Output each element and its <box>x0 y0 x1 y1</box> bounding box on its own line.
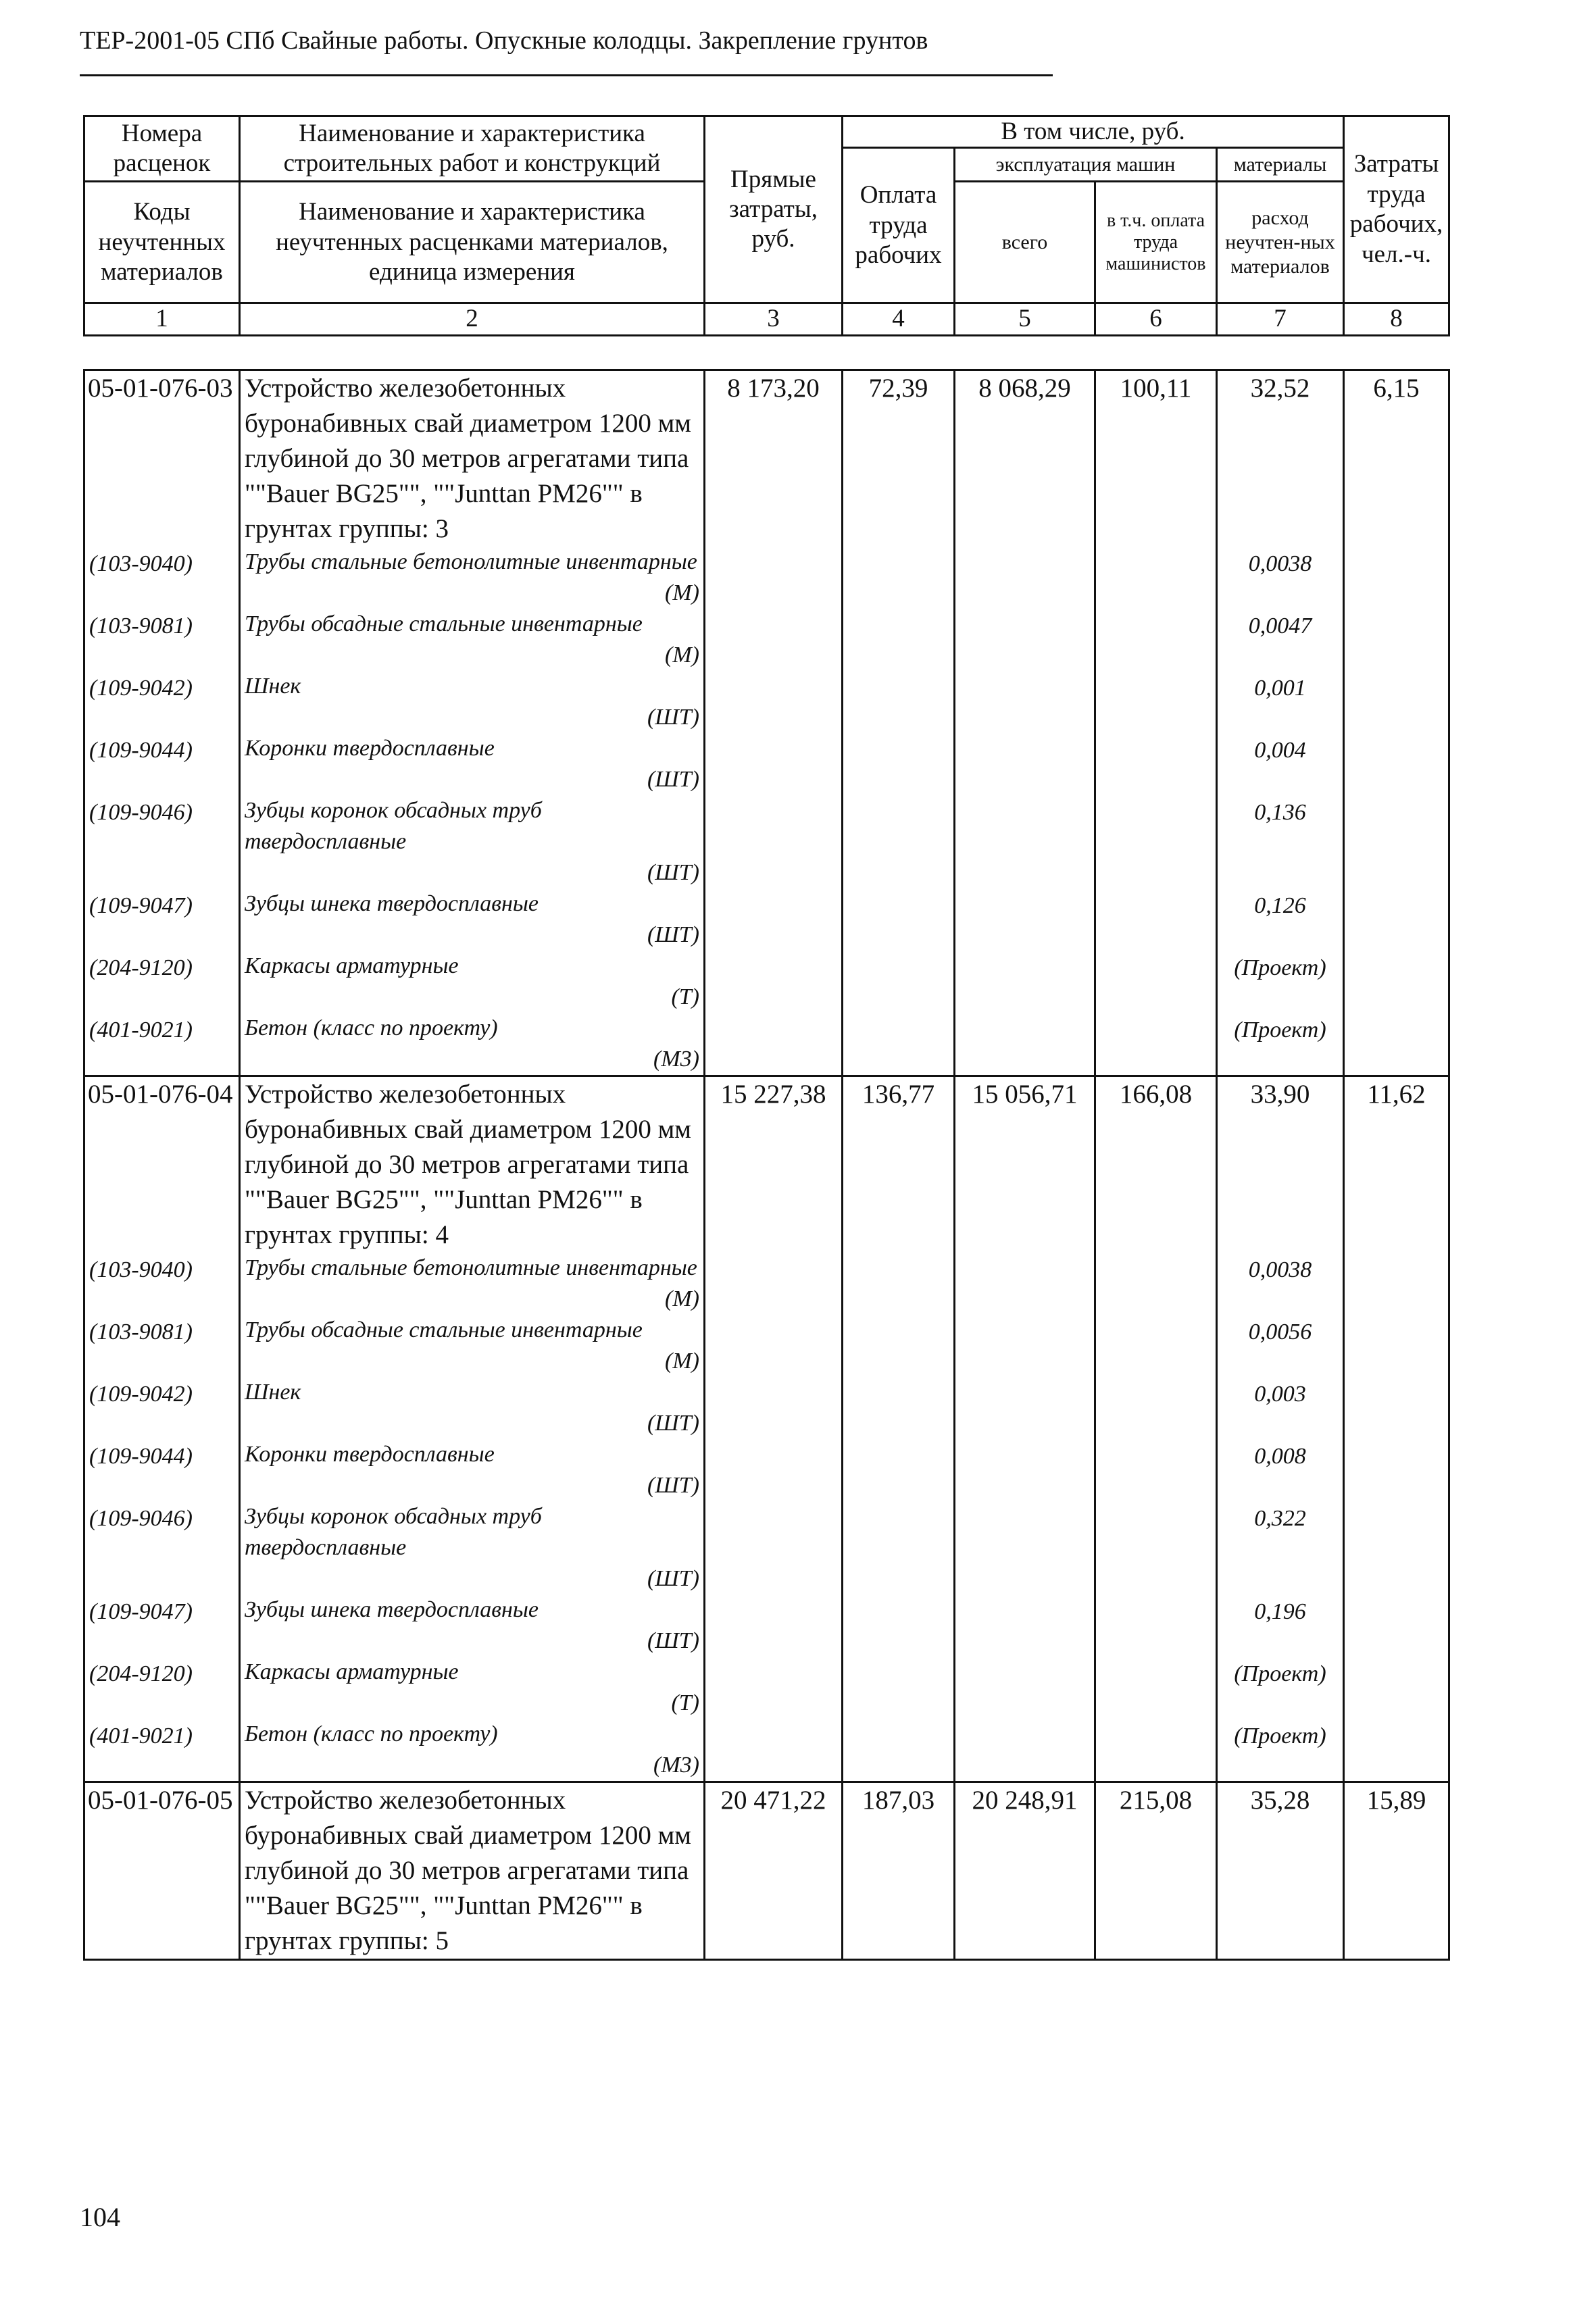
material-name: Трубы стальные бетонолитные инвентарные <box>245 1255 697 1280</box>
labor-cost: 136,77 <box>843 1076 955 1253</box>
material-row <box>84 1719 1449 1782</box>
empty-cell <box>1095 1315 1217 1377</box>
empty-cell <box>1344 1315 1449 1377</box>
material-quantity: 0,0038 <box>1217 1253 1344 1315</box>
material-unit: (М3) <box>653 1047 699 1072</box>
empty-cell <box>843 1315 955 1377</box>
empty-cell <box>955 1013 1095 1076</box>
empty-cell <box>1344 1594 1449 1657</box>
direct-cost: 15 227,38 <box>705 1076 843 1253</box>
material-name: Коронки твердосплавные <box>245 1442 495 1467</box>
machines-header: эксплуатация машин <box>955 148 1217 182</box>
col1-header-top: Номера расценок <box>84 116 240 182</box>
machinist-labor-cost: 215,08 <box>1095 1782 1217 1960</box>
empty-cell <box>955 1439 1095 1501</box>
material-unit: (ШТ) <box>647 1566 699 1591</box>
empty-cell <box>705 1013 843 1076</box>
rate-name: Устройство железобетонных буронабивных свай диаметром 1200 мм глубиной до 30 метров агрегатами типа ""Bauer BG25"", ""Junttan PM26"" в грунтах группы: 5 <box>240 1782 705 1960</box>
material-quantity: 0,003 <box>1217 1377 1344 1439</box>
col3-header: Прямые затраты, руб. <box>705 116 843 303</box>
material-cell <box>240 795 705 888</box>
empty-cell <box>1344 733 1449 795</box>
material-name: Бетон (класс по проекту) <box>245 1015 498 1040</box>
empty-cell <box>843 795 955 888</box>
col2-header-top: Наименование и характеристика строительных работ и конструкций <box>240 116 705 182</box>
material-cell <box>240 1253 705 1315</box>
material-code: (103-9081) <box>84 609 240 671</box>
empty-cell <box>1344 1013 1449 1076</box>
empty-cell <box>955 951 1095 1013</box>
material-name: Шнек <box>245 1380 301 1405</box>
empty-cell <box>843 1253 955 1315</box>
col6-header: в т.ч. оплата труда машинистов <box>1095 182 1217 303</box>
material-quantity: 0,136 <box>1217 795 1344 888</box>
empty-cell <box>1344 1253 1449 1315</box>
empty-cell <box>705 671 843 733</box>
col-number: 3 <box>705 303 843 335</box>
material-unit: (ШТ) <box>647 767 699 792</box>
empty-cell <box>1095 1719 1217 1782</box>
material-code: (204-9120) <box>84 1657 240 1719</box>
material-name: Зубцы шнека твердосплавные <box>245 891 539 916</box>
col-number: 5 <box>955 303 1095 335</box>
material-unit: (ШТ) <box>647 1473 699 1498</box>
material-code: (103-9040) <box>84 1253 240 1315</box>
empty-cell <box>843 1657 955 1719</box>
empty-cell <box>705 795 843 888</box>
material-name: Каркасы арматурные <box>245 953 459 978</box>
empty-cell <box>1095 951 1217 1013</box>
material-code: (109-9042) <box>84 1377 240 1439</box>
labor-hours: 11,62 <box>1344 1076 1449 1253</box>
empty-cell <box>705 609 843 671</box>
machine-cost: 20 248,91 <box>955 1782 1095 1960</box>
empty-cell <box>1344 547 1449 609</box>
material-row <box>84 1439 1449 1501</box>
col4-header: Оплата труда рабочих <box>843 148 955 303</box>
empty-cell <box>705 1439 843 1501</box>
empty-cell <box>705 1719 843 1782</box>
material-unit: (Т) <box>671 1690 699 1715</box>
material-code: (109-9047) <box>84 1594 240 1657</box>
material-name: Трубы стальные бетонолитные инвентарные <box>245 549 697 574</box>
material-row <box>84 1315 1449 1377</box>
material-row <box>84 1253 1449 1315</box>
material-code: (401-9021) <box>84 1013 240 1076</box>
material-quantity: 0,126 <box>1217 888 1344 951</box>
empty-cell <box>1344 1439 1449 1501</box>
material-cell <box>240 1594 705 1657</box>
col1-header-bottom: Коды неучтенных материалов <box>84 182 240 303</box>
col-number: 1 <box>84 303 240 335</box>
empty-cell <box>955 888 1095 951</box>
material-name: Каркасы арматурные <box>245 1659 459 1684</box>
rate-code: 05-01-076-04 <box>84 1076 240 1253</box>
material-row <box>84 951 1449 1013</box>
rate-row <box>84 1782 1449 1960</box>
material-unit: (ШТ) <box>647 705 699 730</box>
group-header: В том числе, руб. <box>843 116 1344 148</box>
empty-cell <box>843 1439 955 1501</box>
material-name: Зубцы коронок обсадных труб твердосплавные <box>245 798 542 854</box>
material-name: Бетон (класс по проекту) <box>245 1721 498 1746</box>
empty-cell <box>1344 1501 1449 1594</box>
material-name: Трубы обсадные стальные инвентарные <box>245 1317 643 1342</box>
material-cell <box>240 1439 705 1501</box>
material-row <box>84 733 1449 795</box>
direct-cost: 20 471,22 <box>705 1782 843 1960</box>
material-code: (109-9046) <box>84 795 240 888</box>
materials-cost: 32,52 <box>1217 370 1344 547</box>
direct-cost: 8 173,20 <box>705 370 843 547</box>
col-number: 6 <box>1095 303 1217 335</box>
material-name: Трубы обсадные стальные инвентарные <box>245 611 643 636</box>
materials-cost: 33,90 <box>1217 1076 1344 1253</box>
material-row <box>84 1013 1449 1076</box>
empty-cell <box>843 547 955 609</box>
material-quantity: 0,0047 <box>1217 609 1344 671</box>
material-code: (109-9044) <box>84 1439 240 1501</box>
col-number: 4 <box>843 303 955 335</box>
material-quantity: 0,001 <box>1217 671 1344 733</box>
empty-cell <box>1095 1594 1217 1657</box>
empty-cell <box>1344 888 1449 951</box>
empty-cell <box>843 1377 955 1439</box>
empty-cell <box>705 1377 843 1439</box>
empty-cell <box>705 547 843 609</box>
empty-cell <box>955 671 1095 733</box>
empty-cell <box>955 795 1095 888</box>
material-unit: (М) <box>665 580 699 605</box>
material-row <box>84 888 1449 951</box>
empty-cell <box>1095 1501 1217 1594</box>
empty-cell <box>843 888 955 951</box>
empty-cell <box>955 547 1095 609</box>
material-name: Зубцы шнека твердосплавные <box>245 1597 539 1622</box>
empty-cell <box>1344 671 1449 733</box>
labor-hours: 15,89 <box>1344 1782 1449 1960</box>
empty-cell <box>705 888 843 951</box>
rate-row <box>84 370 1449 547</box>
material-code: (109-9047) <box>84 888 240 951</box>
material-name: Шнек <box>245 674 301 699</box>
empty-cell <box>1344 1719 1449 1782</box>
col8-header: Затраты труда рабочих, чел.-ч. <box>1344 116 1449 303</box>
material-cell <box>240 733 705 795</box>
material-quantity: 0,008 <box>1217 1439 1344 1501</box>
empty-cell <box>955 1657 1095 1719</box>
empty-cell <box>1344 1377 1449 1439</box>
material-unit: (Т) <box>671 984 699 1009</box>
empty-cell <box>955 1377 1095 1439</box>
empty-cell <box>955 1253 1095 1315</box>
material-cell <box>240 1657 705 1719</box>
labor-cost: 187,03 <box>843 1782 955 1960</box>
material-code: (109-9042) <box>84 671 240 733</box>
empty-cell <box>1095 795 1217 888</box>
material-quantity: (Проект) <box>1217 951 1344 1013</box>
empty-cell <box>705 1657 843 1719</box>
labor-hours: 6,15 <box>1344 370 1449 547</box>
empty-cell <box>1095 1013 1217 1076</box>
empty-cell <box>955 733 1095 795</box>
col7-header: расход неучтен-ных материалов <box>1217 182 1344 303</box>
material-quantity: 0,322 <box>1217 1501 1344 1594</box>
material-quantity: 0,0038 <box>1217 547 1344 609</box>
material-name: Коронки твердосплавные <box>245 736 495 761</box>
material-code: (109-9046) <box>84 1501 240 1594</box>
material-quantity: 0,0056 <box>1217 1315 1344 1377</box>
material-cell <box>240 1315 705 1377</box>
empty-cell <box>1095 671 1217 733</box>
material-unit: (М) <box>665 1286 699 1311</box>
material-name: Зубцы коронок обсадных труб твердосплавные <box>245 1504 542 1560</box>
material-cell <box>240 888 705 951</box>
material-code: (109-9044) <box>84 733 240 795</box>
col2-header-bottom: Наименование и характеристика неучтенных расценками материалов, единица измерения <box>240 182 705 303</box>
empty-cell <box>705 1253 843 1315</box>
material-unit: (ШТ) <box>647 922 699 947</box>
material-unit: (ШТ) <box>647 1628 699 1653</box>
empty-cell <box>955 609 1095 671</box>
empty-cell <box>705 1594 843 1657</box>
empty-cell <box>705 733 843 795</box>
empty-cell <box>1095 1377 1217 1439</box>
material-cell <box>240 1377 705 1439</box>
empty-cell <box>1344 1657 1449 1719</box>
page-header: ТЕР-2001-05 СПб Свайные работы. Опускные колодцы. Закрепление грунтов <box>80 26 928 55</box>
material-row <box>84 671 1449 733</box>
material-unit: (М3) <box>653 1753 699 1778</box>
material-unit: (М) <box>665 1349 699 1374</box>
col-number: 7 <box>1217 303 1344 335</box>
material-quantity: 0,196 <box>1217 1594 1344 1657</box>
empty-cell <box>1344 609 1449 671</box>
rate-code: 05-01-076-03 <box>84 370 240 547</box>
machine-cost: 8 068,29 <box>955 370 1095 547</box>
material-code: (103-9040) <box>84 547 240 609</box>
col5-header: всего <box>955 182 1095 303</box>
material-code: (401-9021) <box>84 1719 240 1782</box>
empty-cell <box>705 1315 843 1377</box>
empty-cell <box>705 1501 843 1594</box>
empty-cell <box>843 609 955 671</box>
material-quantity: (Проект) <box>1217 1657 1344 1719</box>
material-cell <box>240 1501 705 1594</box>
material-row <box>84 1594 1449 1657</box>
empty-cell <box>1095 1657 1217 1719</box>
rate-code: 05-01-076-05 <box>84 1782 240 1960</box>
machine-cost: 15 056,71 <box>955 1076 1095 1253</box>
empty-cell <box>1095 1439 1217 1501</box>
material-quantity: 0,004 <box>1217 733 1344 795</box>
rate-name: Устройство железобетонных буронабивных свай диаметром 1200 мм глубиной до 30 метров агрегатами типа ""Bauer BG25"", ""Junttan PM26"" в грунтах группы: 3 <box>240 370 705 547</box>
material-quantity: (Проект) <box>1217 1719 1344 1782</box>
material-code: (103-9081) <box>84 1315 240 1377</box>
material-row <box>84 795 1449 888</box>
col-number: 2 <box>240 303 705 335</box>
empty-cell <box>955 1719 1095 1782</box>
col-number: 8 <box>1344 303 1449 335</box>
rate-name: Устройство железобетонных буронабивных свай диаметром 1200 мм глубиной до 30 метров агрегатами типа ""Bauer BG25"", ""Junttan PM26"" в грунтах группы: 4 <box>240 1076 705 1253</box>
material-unit: (ШТ) <box>647 1411 699 1436</box>
empty-cell <box>1095 888 1217 951</box>
table-header <box>83 115 1450 336</box>
empty-cell <box>843 1013 955 1076</box>
empty-cell <box>843 951 955 1013</box>
empty-cell <box>1344 795 1449 888</box>
material-row <box>84 609 1449 671</box>
material-row <box>84 1377 1449 1439</box>
empty-cell <box>955 1594 1095 1657</box>
material-cell <box>240 609 705 671</box>
empty-cell <box>843 1594 955 1657</box>
empty-cell <box>955 1315 1095 1377</box>
empty-cell <box>1344 951 1449 1013</box>
empty-cell <box>1095 547 1217 609</box>
material-row <box>84 547 1449 609</box>
material-cell <box>240 547 705 609</box>
empty-cell <box>705 951 843 1013</box>
empty-cell <box>843 1719 955 1782</box>
labor-cost: 72,39 <box>843 370 955 547</box>
material-cell <box>240 1719 705 1782</box>
material-code: (204-9120) <box>84 951 240 1013</box>
machinist-labor-cost: 100,11 <box>1095 370 1217 547</box>
empty-cell <box>843 733 955 795</box>
materials-header: материалы <box>1217 148 1344 182</box>
material-cell <box>240 951 705 1013</box>
empty-cell <box>1095 609 1217 671</box>
empty-cell <box>843 671 955 733</box>
machinist-labor-cost: 166,08 <box>1095 1076 1217 1253</box>
empty-cell <box>1095 733 1217 795</box>
rate-row <box>84 1076 1449 1253</box>
material-unit: (ШТ) <box>647 860 699 885</box>
material-row <box>84 1501 1449 1594</box>
material-row <box>84 1657 1449 1719</box>
rates-table <box>83 369 1450 1961</box>
material-cell <box>240 1013 705 1076</box>
empty-cell <box>1095 1253 1217 1315</box>
page-number: 104 <box>80 2202 120 2232</box>
material-quantity: (Проект) <box>1217 1013 1344 1076</box>
material-unit: (М) <box>665 643 699 668</box>
material-cell <box>240 671 705 733</box>
empty-cell <box>843 1501 955 1594</box>
header-rule <box>80 74 1053 76</box>
empty-cell <box>955 1501 1095 1594</box>
materials-cost: 35,28 <box>1217 1782 1344 1960</box>
